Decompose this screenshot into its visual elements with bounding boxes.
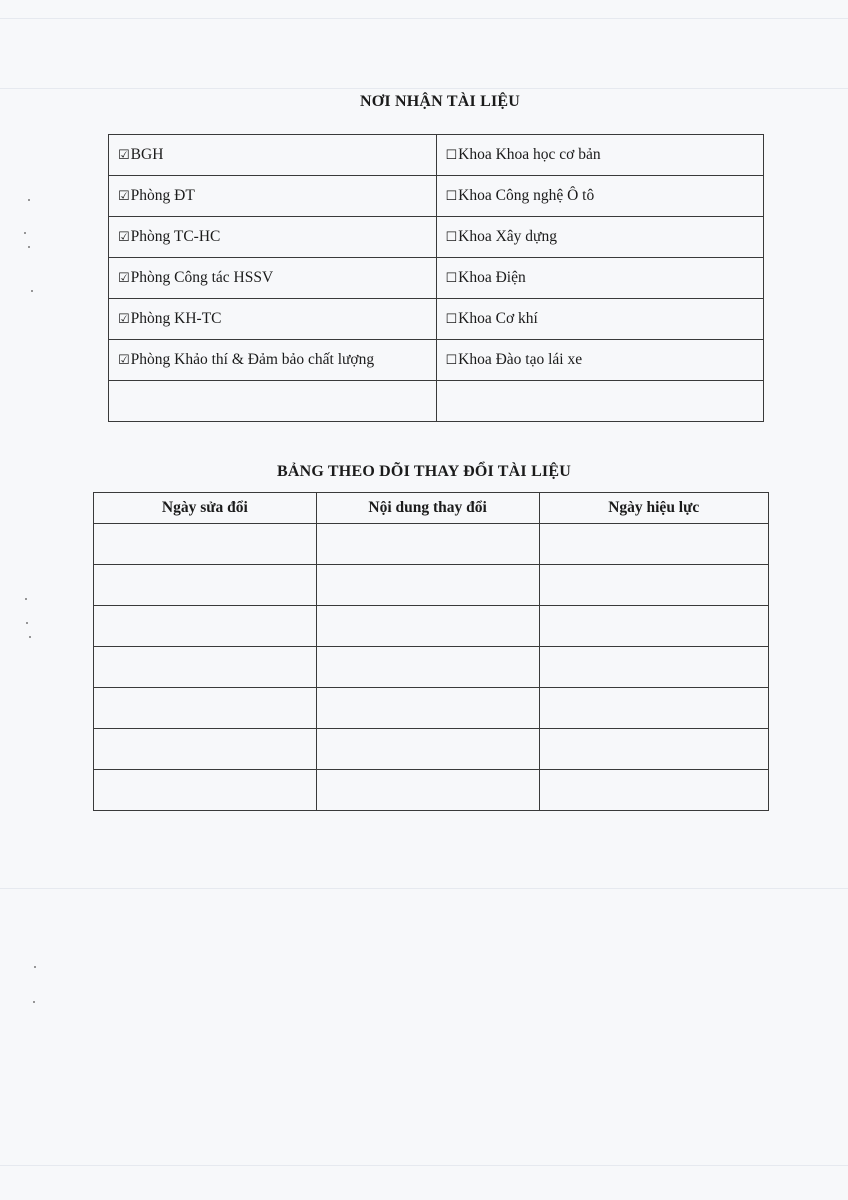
unchecked-checkbox-icon: ☐ <box>445 353 458 368</box>
scan-line <box>0 1165 848 1166</box>
checked-checkbox-icon: ☑ <box>118 189 130 204</box>
checked-checkbox-icon: ☑ <box>118 148 130 163</box>
recipient-cell <box>436 176 764 217</box>
table-row <box>109 217 764 258</box>
recipient-cell <box>436 135 764 176</box>
table-cell <box>316 565 539 606</box>
scan-speck <box>28 199 30 201</box>
recipient-label: Khoa Xây dựng <box>458 228 557 245</box>
recipient-cell <box>109 340 437 381</box>
table-cell <box>539 606 769 647</box>
table-cell <box>94 729 317 770</box>
table-row <box>94 606 769 647</box>
table-row <box>94 647 769 688</box>
recipient-label: Phòng ĐT <box>130 187 195 204</box>
table-cell <box>316 606 539 647</box>
recipient-label: Phòng TC-HC <box>130 228 221 245</box>
table-row <box>94 729 769 770</box>
checked-checkbox-icon: ☑ <box>118 353 130 368</box>
recipient-cell <box>109 176 437 217</box>
recipient-label: Khoa Cơ khí <box>458 310 538 327</box>
recipient-label: Phòng Khảo thí & Đảm bảo chất lượng <box>130 351 375 368</box>
table-row <box>109 340 764 381</box>
recipient-cell <box>436 340 764 381</box>
table-cell <box>94 647 317 688</box>
recipient-cell <box>436 381 764 422</box>
table-header-row <box>94 493 769 524</box>
table-cell <box>539 647 769 688</box>
table-cell <box>316 688 539 729</box>
table-cell <box>316 729 539 770</box>
table-cell <box>94 565 317 606</box>
table-cell <box>539 688 769 729</box>
recipient-cell <box>109 135 437 176</box>
column-header-change-content: Nội dung thay đổi <box>316 493 539 524</box>
recipient-cell <box>109 381 437 422</box>
table-row <box>94 565 769 606</box>
table-row <box>109 176 764 217</box>
table-row <box>94 688 769 729</box>
scan-line <box>0 888 848 889</box>
recipient-cell <box>109 299 437 340</box>
table-cell <box>539 524 769 565</box>
scan-speck <box>24 232 26 234</box>
unchecked-checkbox-icon: ☐ <box>445 148 458 163</box>
table-cell <box>94 606 317 647</box>
recipient-cell <box>436 258 764 299</box>
recipient-label: Khoa Điện <box>458 269 526 286</box>
table-cell <box>94 524 317 565</box>
scan-line <box>0 18 848 19</box>
recipient-cell <box>109 258 437 299</box>
table-row <box>109 135 764 176</box>
recipients-title: NƠI NHẬN TÀI LIỆU <box>359 93 521 110</box>
table-row <box>109 299 764 340</box>
unchecked-checkbox-icon: ☐ <box>445 189 458 204</box>
checked-checkbox-icon: ☑ <box>118 230 130 245</box>
scan-speck <box>33 1001 35 1003</box>
scan-speck <box>31 290 33 292</box>
recipient-label: BGH <box>130 146 164 163</box>
column-header-revision-date: Ngày sửa đổi <box>94 493 317 524</box>
recipient-label: Phòng Công tác HSSV <box>130 269 274 286</box>
unchecked-checkbox-icon: ☐ <box>445 230 458 245</box>
column-header-effective-date: Ngày hiệu lực <box>539 493 769 524</box>
scan-speck <box>25 598 27 600</box>
table-cell <box>94 688 317 729</box>
scan-speck <box>26 622 28 624</box>
change-tracking-table <box>93 492 769 811</box>
recipient-label: Khoa Đào tạo lái xe <box>458 351 583 368</box>
checked-checkbox-icon: ☑ <box>118 312 130 327</box>
table-row <box>94 524 769 565</box>
recipients-table <box>108 134 764 422</box>
table-row <box>109 381 764 422</box>
recipient-label: Khoa Khoa học cơ bản <box>458 146 601 163</box>
table-cell <box>539 770 769 811</box>
recipient-label: Khoa Công nghệ Ô tô <box>458 187 595 204</box>
table-cell <box>539 565 769 606</box>
scan-speck <box>34 966 36 968</box>
checked-checkbox-icon: ☑ <box>118 271 130 286</box>
scan-speck <box>28 246 30 248</box>
table-cell <box>316 647 539 688</box>
table-row <box>109 258 764 299</box>
recipient-cell <box>436 299 764 340</box>
scan-speck <box>29 636 31 638</box>
recipient-label: Phòng KH-TC <box>130 310 222 327</box>
recipient-cell <box>109 217 437 258</box>
table-cell <box>539 729 769 770</box>
recipient-cell <box>436 217 764 258</box>
table-cell <box>316 770 539 811</box>
unchecked-checkbox-icon: ☐ <box>445 312 458 327</box>
table-cell <box>316 524 539 565</box>
table-row <box>94 770 769 811</box>
tracking-title: BẢNG THEO DÕI THAY ĐỔI TÀI LIỆU <box>277 463 571 480</box>
table-cell <box>94 770 317 811</box>
unchecked-checkbox-icon: ☐ <box>445 271 458 286</box>
scan-line <box>0 88 848 89</box>
